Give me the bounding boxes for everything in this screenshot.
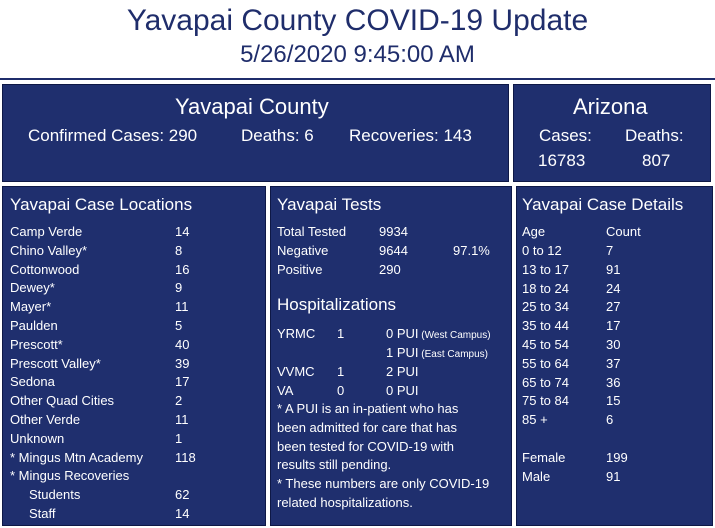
location-count: 11 — [175, 412, 189, 427]
location-count: 1 — [175, 430, 183, 446]
page-title: Yavapai County COVID-19 Update — [126, 4, 589, 37]
location-count: 2 — [175, 393, 183, 409]
age-count: 37 — [606, 355, 621, 371]
location-name: Camp Verde — [10, 224, 83, 239]
gender-count: 199 — [606, 450, 628, 465]
location-count: 39 — [175, 355, 190, 371]
age-group: 55 to 64 — [522, 355, 569, 371]
hospitalizations-heading: Hospitalizations — [277, 295, 397, 314]
arizona-summary-panel — [513, 84, 711, 182]
arizona-deaths-label: Deaths: — [625, 126, 684, 145]
test-label: Positive — [277, 262, 323, 277]
header-divider — [0, 78, 715, 80]
age-count: 27 — [606, 299, 621, 315]
age-count: 15 — [606, 393, 621, 409]
campus-label: (East Campus) — [418, 349, 488, 360]
hospitalization-note: been admitted for care that has — [277, 419, 457, 435]
age-column-header: Age — [522, 224, 546, 239]
yavapai-summary-panel — [2, 84, 509, 182]
location-count: 5 — [175, 318, 183, 333]
pui-count: 1 PUI (East Campus) — [386, 345, 488, 360]
update-datetime: 5/26/2020 9:45:00 AM — [240, 41, 475, 68]
age-count: 36 — [606, 374, 621, 390]
yavapai-heading: Yavapai County — [175, 94, 329, 119]
test-label: Total Tested — [277, 224, 347, 239]
location-name: Other Quad Cities — [10, 393, 115, 409]
hospitalization-note: related hospitalizations. — [277, 495, 413, 510]
location-name: Sedona — [10, 374, 55, 390]
location-name: Mayer* — [10, 299, 52, 315]
location-name: Unknown — [10, 430, 65, 446]
age-group: 0 to 12 — [522, 243, 562, 258]
location-name: Other Verde — [10, 412, 81, 427]
age-group: 35 to 44 — [522, 318, 569, 334]
pui-count: 0 PUI — [386, 383, 419, 398]
count-column-header: Count — [606, 224, 641, 239]
location-count: 14 — [175, 506, 190, 521]
hospital-count: 1 — [337, 364, 345, 379]
arizona-cases-value: 16783 — [538, 151, 586, 170]
hospital-count: 1 — [337, 326, 345, 341]
location-count: 62 — [175, 487, 190, 503]
location-name: Chino Valley* — [10, 242, 88, 258]
age-count: 6 — [606, 412, 614, 428]
location-name: Staff — [29, 506, 56, 521]
test-value: 9644 — [379, 243, 408, 258]
location-count: 40 — [175, 336, 190, 352]
location-name: * Mingus Mtn Academy — [10, 449, 143, 465]
pui-count: 0 PUI (West Campus) — [386, 326, 491, 341]
location-count: 11 — [175, 299, 189, 315]
hospital-count: 0 — [337, 383, 345, 398]
age-count: 91 — [606, 261, 621, 277]
location-count: 17 — [175, 374, 190, 390]
deaths: Deaths: 6 — [241, 126, 314, 145]
case-details-heading: Yavapai Case Details — [522, 195, 684, 214]
test-value: 9934 — [379, 224, 408, 239]
age-group: 65 to 74 — [522, 374, 569, 390]
hospitalization-note: * These numbers are only COVID-19 — [277, 476, 490, 492]
age-group: 18 to 24 — [522, 280, 569, 296]
location-count: 118 — [175, 449, 196, 465]
hospital-site: VA — [277, 383, 294, 398]
gender-label: Female — [522, 450, 566, 465]
location-name: Students — [29, 487, 81, 503]
age-group: 25 to 34 — [522, 299, 569, 315]
campus-label: (West Campus) — [418, 330, 491, 341]
location-count: 14 — [175, 224, 190, 239]
location-count: 8 — [175, 242, 183, 258]
confirmed-cases: Confirmed Cases: 290 — [28, 126, 198, 145]
hospitalization-note: been tested for COVID-19 with — [277, 438, 455, 454]
page-header — [0, 0, 715, 76]
age-group: 75 to 84 — [522, 393, 569, 409]
age-count: 30 — [606, 337, 621, 352]
case-details-panel — [516, 186, 713, 526]
location-name: Prescott Valley* — [10, 355, 101, 371]
age-count: 24 — [606, 280, 621, 296]
test-value: 290 — [379, 262, 401, 277]
hospital-site: YRMC — [277, 326, 316, 341]
location-name: Cottonwood — [10, 261, 80, 277]
arizona-heading: Arizona — [573, 94, 648, 119]
gender-count: 91 — [606, 468, 621, 484]
location-count: 9 — [175, 280, 183, 296]
test-percent: 97.1% — [453, 243, 490, 258]
pui-count: 2 PUI — [386, 364, 419, 379]
age-group: 85 + — [522, 412, 548, 428]
test-label: Negative — [277, 243, 329, 258]
recoveries: Recoveries: 143 — [349, 126, 472, 145]
hospitalization-note: * A PUI is an in-patient who has — [277, 401, 459, 416]
case-locations-heading: Yavapai Case Locations — [10, 195, 193, 214]
location-name: Prescott* — [10, 336, 63, 352]
location-count: 16 — [175, 261, 190, 277]
tests-heading: Yavapai Tests — [277, 195, 382, 214]
location-name: Paulden — [10, 318, 58, 333]
gender-label: Male — [522, 468, 551, 484]
age-count: 7 — [606, 243, 614, 258]
age-count: 17 — [606, 318, 621, 334]
age-group: 13 to 17 — [522, 261, 569, 277]
age-group: 45 to 54 — [522, 337, 569, 352]
location-name: * Mingus Recoveries — [10, 468, 130, 484]
tests-panel — [270, 186, 512, 526]
hospitalization-note: results still pending. — [277, 457, 392, 473]
location-name: Dewey* — [10, 280, 55, 296]
arizona-deaths-value: 807 — [642, 151, 671, 170]
hospital-site: VVMC — [277, 364, 315, 379]
arizona-cases-label: Cases: — [539, 126, 592, 145]
case-locations-panel — [2, 186, 266, 526]
